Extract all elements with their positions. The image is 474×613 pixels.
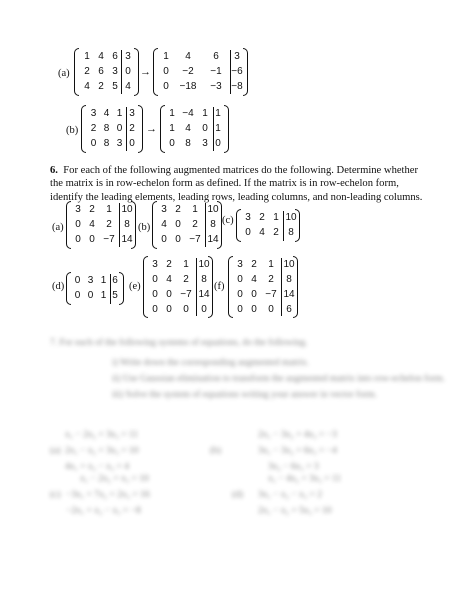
matrix-cell: 8	[201, 274, 207, 285]
matrix-cell: 0	[116, 123, 123, 134]
matrix-cell: 2	[175, 204, 181, 215]
matrix-cell: 0	[74, 275, 81, 286]
matrix-cell: 1	[106, 204, 112, 215]
matrix-cell: 2	[259, 212, 265, 223]
matrix-cell: 0	[152, 304, 158, 315]
matrix-cell: 10	[283, 259, 295, 270]
system-d-eq3: 2x₁ − x₂ + 5x₃ = 10	[258, 506, 332, 516]
matrix-cell: 3	[202, 138, 208, 149]
augment-bar	[196, 258, 197, 316]
matrix-cell: 6	[213, 51, 219, 62]
matrix-cell: 2	[166, 259, 172, 270]
matrix-cell: 4	[103, 108, 110, 119]
left-paren	[81, 105, 86, 153]
system-d-eq2: 3x₁ − x₂ − x₃ = 2	[258, 490, 323, 500]
matrix-cell: 4	[251, 274, 257, 285]
matrix-cell: 1	[163, 51, 169, 62]
matrix-cell: 4	[259, 227, 265, 238]
augment-bar	[121, 50, 122, 94]
matrix-cell: 0	[90, 138, 97, 149]
matrix-cell: 8	[103, 138, 110, 149]
prev-a-label: (a)	[58, 68, 70, 79]
question-number: 6.	[50, 165, 58, 176]
matrix	[159, 49, 245, 94]
system-c-label: (c)	[50, 490, 61, 500]
matrix-cell: 0	[251, 304, 257, 315]
matrix-cell: 14	[198, 289, 210, 300]
matrix-cell: 3	[161, 204, 167, 215]
matrix-cell: 3	[116, 138, 123, 149]
matrix-cell: 10	[207, 204, 219, 215]
blurred-content	[0, 318, 474, 613]
matrix-cell: 0	[268, 304, 274, 315]
right-paren	[134, 48, 139, 96]
matrix-cell: 1	[100, 275, 107, 286]
matrix-cell: 3	[234, 51, 240, 62]
system-b-eq2: 3x₁ − 3x₂ + 6x₃ = −4	[258, 446, 337, 456]
system-b-label: (b)	[210, 446, 222, 456]
matrix-cell: 0	[169, 138, 175, 149]
matrix-cell: 6	[98, 66, 104, 77]
matrix-cell: −18	[179, 81, 197, 92]
matrix-cell: 0	[87, 290, 94, 301]
right-paren	[295, 209, 300, 242]
system-c-eq3: −2x₁ + x₂ − x₃ = −8	[66, 506, 141, 516]
matrix-cell: −7	[265, 289, 277, 300]
q7-step-ii: ii) Use Gaussian elimination to transform the augmented matrix into row-echelon form.	[112, 374, 445, 384]
right-paren	[138, 105, 143, 153]
matrix	[71, 202, 135, 247]
matrix-cell: 3	[112, 66, 118, 77]
matrix-cell: 3	[125, 51, 131, 62]
q6-b-label: (b)	[138, 222, 151, 233]
left-paren	[74, 48, 79, 96]
matrix-cell: 2	[90, 123, 97, 134]
matrix-cell: 0	[74, 290, 81, 301]
matrix-cell: 3	[152, 259, 158, 270]
augment-bar	[281, 258, 282, 316]
arrow-icon: →	[146, 123, 157, 135]
matrix-cell: 0	[166, 304, 172, 315]
matrix-cell: 2	[183, 274, 189, 285]
augment-bar	[126, 107, 127, 151]
right-paren	[224, 105, 229, 153]
system-a-eq3: 4x₁ + x₂ − x₃ = 4	[65, 462, 130, 472]
matrix-cell: 1	[116, 108, 123, 119]
matrix-cell: 14	[283, 289, 295, 300]
matrix-cell: 2	[106, 219, 112, 230]
matrix-cell: 3	[245, 212, 251, 223]
matrix-cell: 0	[163, 66, 169, 77]
matrix-cell: 2	[192, 219, 198, 230]
matrix-cell: 0	[237, 304, 243, 315]
matrix-cell: 4	[185, 123, 191, 134]
augment-bar	[205, 203, 206, 247]
matrix-cell: 3	[129, 108, 135, 119]
matrix-cell: 0	[75, 234, 81, 245]
augment-bar	[283, 211, 284, 241]
left-paren	[153, 48, 158, 96]
system-a-eq2: 2x₁ − x₂ + 3x₃ = 10	[65, 446, 139, 456]
matrix-cell: 4	[98, 51, 104, 62]
matrix	[157, 202, 221, 247]
matrix-cell: 1	[215, 123, 221, 134]
matrix-cell: −7	[103, 234, 115, 245]
matrix-cell: 1	[192, 204, 198, 215]
matrix-cell: −1	[210, 66, 222, 77]
right-paren	[131, 201, 136, 249]
matrix-cell: 2	[129, 123, 135, 134]
q6-d-label: (d)	[52, 281, 65, 292]
matrix-cell: 10	[198, 259, 210, 270]
right-paren	[243, 48, 248, 96]
matrix-cell: 14	[121, 234, 133, 245]
matrix-cell: 4	[84, 81, 90, 92]
matrix-cell: 3	[87, 275, 94, 286]
matrix-cell: 1	[183, 259, 189, 270]
matrix	[233, 257, 297, 317]
matrix	[166, 106, 224, 151]
matrix-cell: −4	[182, 108, 194, 119]
system-b-eq1: 2x₁ − 3x₂ + 4x₃ = −3	[258, 430, 337, 440]
matrix-cell: 0	[183, 304, 189, 315]
matrix-cell: 0	[166, 289, 172, 300]
matrix	[87, 106, 138, 151]
matrix-cell: 2	[98, 81, 104, 92]
matrix-cell: 0	[129, 138, 135, 149]
matrix-cell: 8	[185, 138, 191, 149]
matrix-cell: 8	[286, 274, 292, 285]
matrix-cell: 3	[75, 204, 81, 215]
system-d-eq1: x₁ − 4x₂ + 3x₃ = 11	[268, 474, 342, 484]
augment-bar	[213, 107, 214, 151]
q6-e-label: (e)	[129, 281, 141, 292]
q7-step-iii: iii) Solve the system of equations writing your answer in vector form.	[112, 390, 377, 400]
matrix-cell: 0	[125, 66, 131, 77]
prev-b-label: (b)	[66, 125, 79, 136]
augment-bar	[119, 203, 120, 247]
q7-step-i: i) Write down the corresponding augmented matrix.	[112, 358, 310, 368]
matrix-cell: 2	[268, 274, 274, 285]
system-b-eq3: 3x₂ − 6x₃ = 3	[268, 462, 319, 472]
system-d-label: (d)	[232, 490, 244, 500]
matrix-cell: 0	[175, 219, 181, 230]
matrix	[241, 210, 299, 240]
q6-f-label: (f)	[214, 281, 225, 292]
matrix-cell: −8	[231, 81, 243, 92]
matrix	[71, 273, 120, 303]
matrix-cell: −2	[182, 66, 194, 77]
matrix-cell: 8	[103, 123, 110, 134]
matrix-cell: 1	[215, 108, 221, 119]
matrix-cell: 8	[124, 219, 130, 230]
matrix-cell: 0	[202, 123, 208, 134]
matrix-cell: 2	[89, 204, 95, 215]
system-a-eq1: x₁ − 2x₂ + 3x₃ = 11	[65, 430, 139, 440]
right-paren	[293, 256, 298, 318]
right-paren	[119, 272, 124, 305]
matrix-cell: 0	[215, 138, 221, 149]
matrix-cell: 6	[286, 304, 292, 315]
matrix-cell: 4	[89, 219, 95, 230]
matrix-cell: 0	[152, 289, 158, 300]
matrix-cell: 10	[285, 212, 297, 223]
matrix-cell: 0	[161, 234, 167, 245]
matrix-cell: 1	[169, 123, 175, 134]
matrix-cell: 0	[245, 227, 251, 238]
matrix-cell: 4	[125, 81, 131, 92]
augment-bar	[230, 50, 231, 94]
matrix	[80, 49, 134, 94]
q6-a-label: (a)	[52, 222, 64, 233]
matrix-cell: −6	[231, 66, 243, 77]
matrix-cell: 3	[237, 259, 243, 270]
right-paren	[208, 256, 213, 318]
matrix-cell: 6	[112, 275, 118, 286]
matrix-cell: 3	[90, 108, 97, 119]
question-6-text	[50, 164, 428, 204]
matrix-cell: −3	[210, 81, 222, 92]
matrix-cell: −7	[189, 234, 201, 245]
matrix	[148, 257, 212, 317]
matrix-cell: 0	[237, 274, 243, 285]
matrix-cell: 8	[210, 219, 216, 230]
matrix-cell: 0	[251, 289, 257, 300]
matrix-cell: 10	[121, 204, 133, 215]
matrix-cell: 0	[163, 81, 169, 92]
matrix-cell: 1	[273, 212, 279, 223]
q6-c-label: (c)	[222, 215, 234, 226]
matrix-cell: 4	[166, 274, 172, 285]
matrix-cell: 14	[207, 234, 219, 245]
matrix-cell: 4	[161, 219, 167, 230]
system-c-eq2: −3x₁ + 7x₂ + 2x₃ = 16	[66, 490, 150, 500]
matrix-cell: 1	[84, 51, 90, 62]
matrix-cell: −7	[180, 289, 192, 300]
matrix-cell: 6	[112, 51, 118, 62]
arrow-icon: →	[140, 66, 151, 78]
matrix-cell: 2	[273, 227, 279, 238]
matrix-cell: 2	[251, 259, 257, 270]
matrix-cell: 5	[112, 290, 118, 301]
matrix-cell: 2	[84, 66, 90, 77]
matrix-cell: 1	[169, 108, 175, 119]
matrix-cell: 1	[100, 290, 107, 301]
matrix-cell: 8	[288, 227, 294, 238]
augment-bar	[110, 274, 111, 304]
matrix-cell: 1	[268, 259, 274, 270]
system-a-label: (a)	[50, 446, 61, 456]
left-paren	[160, 105, 165, 153]
matrix-cell: 0	[75, 219, 81, 230]
q7-intro: 7. For each of the following systems of equations, do the following.	[50, 338, 308, 348]
matrix-cell: 4	[185, 51, 191, 62]
matrix-cell: 1	[202, 108, 208, 119]
question-6-body: For each of the following augmented matrices do the following. Determine whether the matrix is in row-echelon form as defined. If the matrix is in row-echelon form, identify the leading elements, leading rows, leading columns, and non-leading columns.	[50, 165, 423, 203]
matrix-cell: 0	[237, 289, 243, 300]
matrix-cell: 0	[201, 304, 207, 315]
matrix-cell: 0	[152, 274, 158, 285]
matrix-cell: 5	[112, 81, 118, 92]
matrix-cell: 0	[175, 234, 181, 245]
matrix-cell: 0	[89, 234, 95, 245]
system-c-eq1: x₁ − 2x₂ + x₃ = 10	[80, 474, 149, 484]
